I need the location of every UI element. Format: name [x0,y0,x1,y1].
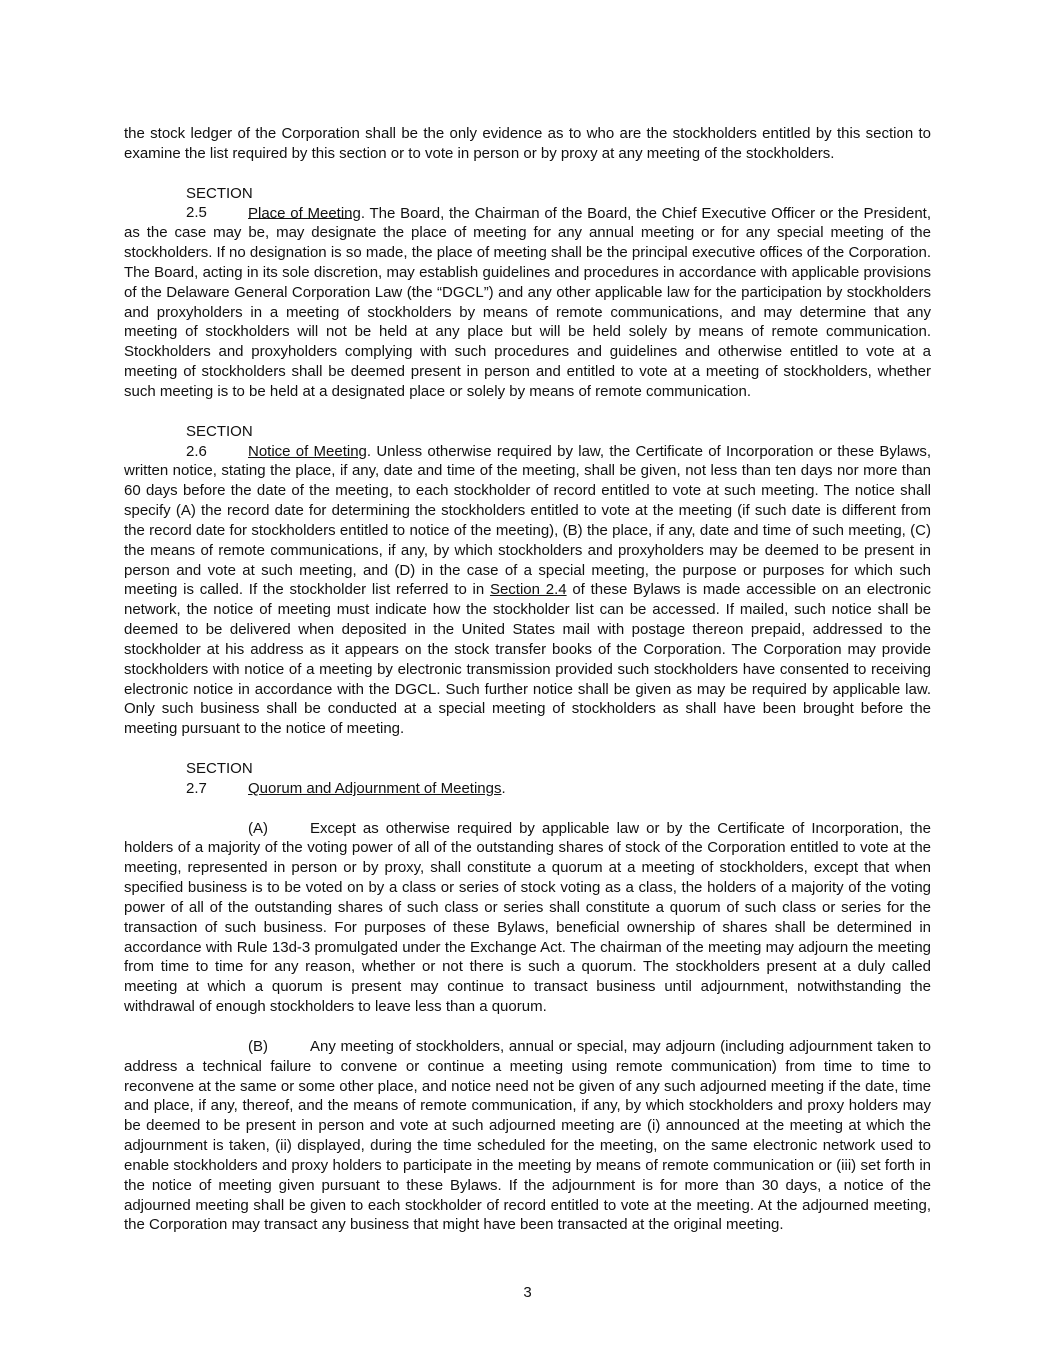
carryover-paragraph: the stock ledger of the Corporation shall be the only evidence as to who are the stockholders entitled by this section to examine the list required by this section or to vote in person or by proxy at any meeting of the stockholders. [124,125,931,162]
section-2-7-heading-paragraph [124,759,931,799]
section-2-7-b-text: Any meeting of stockholders, annual or special, may adjourn (including adjournment taken to address a technical failure to convene or continue a meeting using remote communication) from time to time to reconvene at the same or some other place, and notice need not be given of any such adjourned meeting if the date, time and place, if any, thereof, and the means of remote communication, if any, by which stockholders and proxy holders may be deemed to be present in person and vote at such adjourned meeting are (i) announced at the meeting at which the adjournment is taken, (ii) displayed, during the time scheduled for the meeting, on the same electronic network used to enable stockholders and proxy holders to participate in the meeting by means of remote communication or (iii) set forth in the notice of meeting given pursuant to these Bylaws. If the adjournment is for more than 30 days, a notice of the adjourned meeting shall be given to each stockholder of record entitled to vote at the meeting. At the adjourned meeting, the Corporation may transact any business that might have been transacted at the original meeting. [124,1037,931,1234]
section-2-6-text-after-ref: of these Bylaws is made accessible on an electronic network, the notice of meeting must indicate how the stockholder list can be accessed. If mailed, such notice shall be deemed to be delivered when deposited in the United States mail with postage thereon prepaid, addressed to the stockholder at his address as it appears on the stock transfer books of the Corporation. The Corporation may provide stockholders with notice of a meeting by electronic transmission provided such stockholders have consented to receiving electronic notice in accordance with the DGCL. Such further notice shall be given as may be required by applicable law. Only such business shall be conducted at a special meeting of stockholders as shall have been brought before the meeting pursuant to the notice of meeting. [124,581,931,738]
section-2-7-b-label: (B) [248,1037,268,1055]
section-2-7-a-paragraph [124,819,931,1017]
section-2-6-heading: Notice of Meeting [248,442,367,460]
section-2-7-a-text: Except as otherwise required by applicable law or by the Certificate of Incorporation, the holders of a majority of the voting power of all of the outstanding shares of stock of the Corporation entitled to vote at the meeting, represented in person or by proxy, shall constitute a quorum at a meeting of stockholders, except that when specified business is to be voted on by a class or series of stock voting as a class, the holders of a majority of the voting power of all of the outstanding shares of such class or series shall constitute a quorum of such class or series for the transaction of such business. For purposes of these Bylaws, beneficial ownership of shares shall be determined in accordance with Rule 13d-3 promulgated under the Exchange Act. The chairman of the meeting may adjourn the meeting from time to time for any reason, whether or not there is such a quorum. The stockholders present at a duly called meeting at which a quorum is present may continue to transact business until adjournment, notwithstanding the withdrawal of enough stockholders to leave less than a quorum. [124,819,931,1016]
section-2-5-heading: Place of Meeting [248,204,361,222]
page-number: 3 [523,1284,532,1301]
section-2-5-paragraph [124,184,931,402]
section-2-6-text-before-ref: . Unless otherwise required by law, the Certificate of Incorporation or these Bylaws, written notice, stating the place, if any, date and time of the meeting, shall be given, not less than ten days nor more than 60 days before the date of the meeting, to each stockholder of record entitled to vote at such meeting. The notice shall specify (A) the record date for determining the stockholders entitled to vote at the meeting (if such date is different from the record date for stockholders entitled to notice of the meeting), (B) the place, if any, date and time of such meeting, (C) the means of remote communications, if any, by which stockholders and proxyholders may be deemed to be present in person and vote at such meeting, and (D) in the case of a special meeting, the purpose or purposes for which such meeting is called. If the stockholder list referred to in [124,442,931,599]
section-2-5-text: . The Board, the Chairman of the Board, the Chief Executive Officer or the President, as the case may be, may designate the place of meeting for any annual meeting or for any special meeting of the stockholders. If no designation is so made, the place of meeting shall be the principal executive offices of the Corporation. The Board, acting in its sole discretion, may establish guidelines and procedures in accordance with applicable provisions of the Delaware General Corporation Law (the “DGCL”) and any other applicable law for the participation by stockholders and proxyholders in a meeting of stockholders by means of remote communications, and may determine that any meeting of stockholders will not be held at any place but will be held solely by means of remote communication. Stockholders and proxyholders complying with such procedures and guidelines and otherwise entitled to vote at a meeting of stockholders shall be deemed present in person and entitled to vote at a meeting of stockholders, whether such meeting is to be held at a designated place or solely by means of remote communication. [124,204,931,400]
section-2-7-heading: Quorum and Adjournment of Meetings [248,779,502,797]
section-2-7-number: SECTION 2.7 [186,760,253,797]
section-2-4-reference-link[interactable]: Section 2.4 [489,581,567,599]
document-body [124,124,931,1255]
section-2-6-paragraph [124,422,931,740]
section-2-7-a-label: (A) [248,819,268,837]
section-2-7-b-paragraph [124,1037,931,1235]
section-2-5-number: SECTION 2.5 [186,184,253,222]
section-2-6-number: SECTION 2.6 [186,422,253,460]
section-2-7-heading-end: . [501,779,506,797]
